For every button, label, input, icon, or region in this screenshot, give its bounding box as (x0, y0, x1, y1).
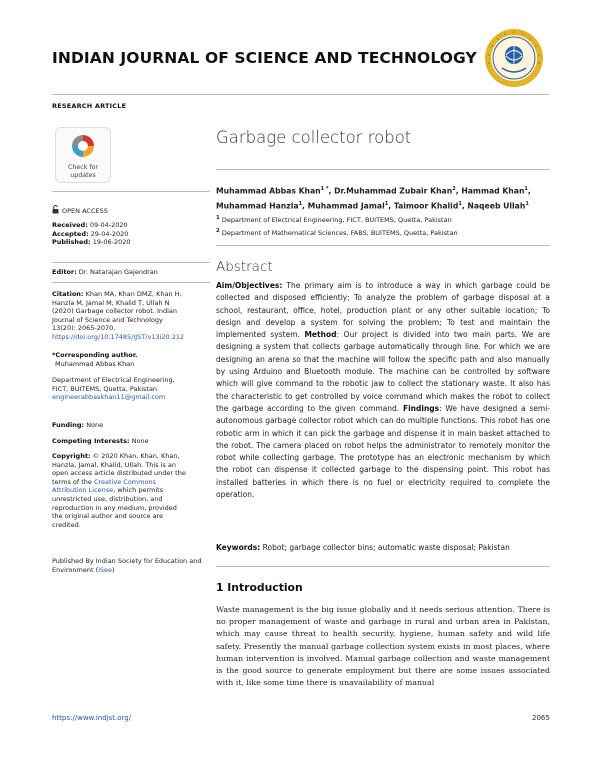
article-dates (52, 221, 212, 247)
corresponding-name: Muhammad Abbas Khan (55, 359, 135, 368)
citation-block (52, 290, 187, 342)
copyright-block (52, 452, 188, 529)
author-name: Naqeeb Ullah (467, 201, 526, 211)
affiliation-item (216, 226, 556, 239)
funding-label: Funding: (52, 421, 85, 429)
page-number: 2065 (532, 714, 550, 722)
keywords-label: Keywords: (216, 543, 261, 552)
corresponding-label: Corresponding author. (55, 351, 138, 359)
funding-value: None (86, 421, 104, 429)
publisher-text-1: Published By Indian Society for Education and Environment ( (52, 557, 202, 574)
keywords-text: Robot; garbage collector bins; automatic waste disposal; Pakistan (262, 543, 510, 552)
editor-info (52, 268, 212, 277)
publisher-block (52, 557, 202, 574)
accepted-date: 29-04-2020 (90, 229, 129, 238)
received-label: Received: (52, 221, 88, 229)
objectives-label: Aim/Objectives: (216, 281, 283, 290)
affiliation-number: 1 (216, 215, 220, 221)
copyright-label: Copyright: (52, 452, 91, 460)
doi-link[interactable]: https://doi.org/10.17485/IJST/v13i20.212 (52, 332, 185, 341)
author-name: Hammad Khan (461, 186, 525, 196)
abstract-divider (216, 245, 550, 246)
published-label: Published: (52, 238, 91, 247)
abstract-heading: Abstract (216, 259, 273, 275)
author-affiliation-marker: 1 (524, 186, 528, 192)
findings-text: : We have designed a semi-autonomous garbage collector robot which can do multiple functions. This robot has one robotic arm in which it can pick the garbage and dispense it in main basket attached to the robot. The camera placed on robot helps the administrator to remotely monitor the robot while collecting garbage. The prototype has an electronic mechanism by which the robot can dispense it collected garbage to the dispensing point. This robot has installed batteries in which there is no fuel or electricity required to complete the operation. (216, 403, 550, 500)
corresponding-affiliation-block (52, 376, 192, 402)
author-list: Muhammad Abbas Khan$^{1 *}$, Dr.Muhammad Zubair Khan$^2$, Hammad Khan$^1$, Muhammad Hanzla$^1$, Muhammad Jamal$^1$, Taimoor Khalid$^1$, Naqeeb Ullah$^1$ (216, 186, 531, 211)
author-name: Taimoor Khalid (393, 201, 459, 211)
method-text: : Our project is divided into two main parts. We are designing a system that collects garbage automatically through line. For which we are designing an arena so that the machine will follow the specific path and also manually by using Arduino and Bluetooth module. The machine can be controlled by software which will give command to the robotic jaw to collect the stationary waste. It also has the characteristic to get controlled by voice command which makes the robot to collect the garbage according to the given command. (216, 330, 550, 413)
citation-label: Citation: (52, 290, 84, 298)
editor-label: Editor: (52, 268, 77, 276)
affiliation-text: Department of Electrical Engineering, FICT, BUITEMS, Quetta, Pakistan (221, 216, 452, 225)
journal-seal-logo (484, 28, 544, 88)
published-date: 19-06-2020 (92, 238, 131, 247)
title-divider (216, 169, 550, 170)
corresponding-email-link[interactable]: engineerabbaskhan11@gmail.com (52, 393, 166, 402)
funding-info (52, 421, 192, 430)
affiliation-list (216, 213, 556, 239)
author-name: Dr.Muhammad Zubair Khan (334, 186, 453, 196)
keywords-line (216, 543, 556, 552)
received-date: 09-04-2020 (89, 221, 128, 229)
competing-value: None (131, 437, 149, 445)
author-name: Muhammad Hanzla (216, 201, 299, 211)
editor-name: Dr. Natarajan Gajendran (78, 268, 158, 276)
competing-label: Competing Interests: (52, 437, 130, 445)
introduction-heading: 1 Introduction (216, 581, 303, 594)
accepted-label: Accepted: (52, 229, 89, 238)
author-affiliation-marker: 1 (525, 201, 529, 208)
corresponding-author-block: *Corresponding author. Muhammad Abbas Khan (52, 351, 192, 368)
author-name: Muhammad Jamal (307, 201, 385, 211)
sidebar-divider (52, 191, 210, 192)
header-divider (52, 94, 549, 95)
introduction-paragraph: Waste management is the big issue globally and it needs serious attention. There is no proper management of waste and garbage in rural and urban area in Pakistan, which may cause threat to health security, hygiene, human safety and wild life safety. Presently the manual garbage collection system exists in most places, where human intervention is involved. Manual garbage collection and waste management is the good source to generate employment but there are some issues associated with it, like some time there is unavailability of manual (216, 605, 550, 688)
author-affiliation-marker: 1 * (320, 186, 329, 192)
open-access-label (52, 205, 212, 217)
objectives-text: The primary aim is to introduce a way in which garbage could be collected and disposed efficiently; To analyze the problem of garbage disposal at a school, restaurant, office, hotel, production plant or any other suitable location; To design and develop a system for solving the problem; To test and maintain the implemented system. (216, 281, 550, 340)
abstract-body (216, 280, 550, 501)
paper-title: Garbage collector robot (216, 128, 412, 147)
keywords-divider (216, 566, 550, 567)
open-access-text: OPEN ACCESS (62, 207, 108, 215)
sidebar-divider (52, 262, 210, 263)
copyright-text-2: , which permits unrestricted use, distribution, and reproduction in any medium, provided the original author and source are credited. (52, 486, 177, 529)
check-updates-icon (70, 133, 96, 159)
affiliation-item (216, 213, 556, 226)
publisher-text-2: ) (112, 565, 115, 574)
method-label: Method (304, 330, 337, 340)
badge-line-2: updates (70, 172, 96, 179)
author-affiliation-marker: 1 (298, 201, 303, 208)
author-name: Muhammad Abbas Khan (216, 186, 321, 196)
journal-website-link[interactable]: https://www.indjst.org/ (52, 714, 132, 722)
open-lock-icon (52, 205, 59, 217)
affiliation-text: Department of Mathematical Sciences, FABS, BUITEMS, Quetta, Pakistan (221, 229, 458, 238)
check-for-updates-badge[interactable] (55, 127, 111, 183)
author-affiliation-marker: 1 (458, 201, 462, 208)
isee-link[interactable]: iSee (98, 565, 113, 574)
citation-text: Khan MA, Khan DMZ, Khan H, Hanzla M, Jamal M, Khalid T, Ullah N (2020) Garbage collector robot. Indian Journal of Science and Technology 13(20): 2065-2070. (52, 290, 182, 333)
journal-title: INDIAN JOURNAL OF SCIENCE AND TECHNOLOGY (52, 49, 477, 67)
corresponding-affiliation: Department of Electrical Engineering, FICT, BUITEMS, Quetta, Pakistan (52, 376, 175, 393)
author-affiliation-marker: 1 (384, 201, 389, 208)
competing-interests-info (52, 437, 212, 446)
findings-label: Findings (402, 403, 440, 413)
article-type-label: RESEARCH ARTICLE (52, 102, 127, 110)
affiliation-number: 2 (216, 227, 220, 234)
badge-line-1: Check for (67, 164, 99, 171)
copyright-text-1: © 2020 Khan, Khan, Khan, Hanzla, Jamal, Khalid, Ullah. This is an open access article distributed under the terms of the (52, 452, 186, 486)
license-link[interactable]: Creative Commons Attribution License (52, 477, 156, 495)
sidebar-divider (52, 282, 210, 283)
author-affiliation-marker: 2 (452, 186, 456, 192)
